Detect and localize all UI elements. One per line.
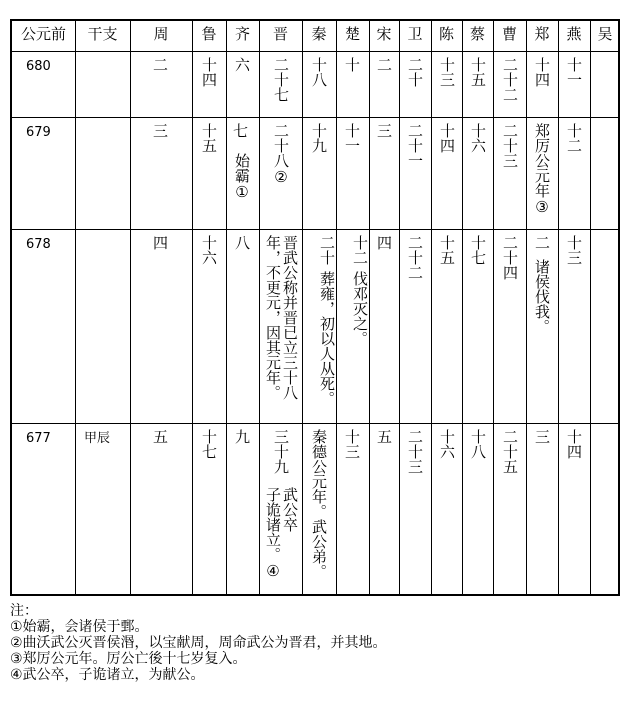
cell-chu-note: 伐邓灭之。 (351, 271, 369, 346)
cell-yan: 十二 (565, 123, 583, 153)
header-jin: 晋 (272, 25, 288, 43)
cell-zhou: 二 (151, 57, 169, 72)
cell-cai: 十七 (469, 235, 487, 265)
cell-qin-note: 秦德公元年。武公弟。 (310, 429, 328, 579)
header-cao: 曹 (501, 25, 517, 43)
cell-cai: 十八 (469, 429, 487, 459)
cell-chen: 十五 (438, 235, 456, 265)
header-qi: 齐 (234, 25, 250, 43)
cell-qi: 九 (233, 429, 251, 444)
chronology-table (10, 19, 620, 596)
cell-song: 二 (375, 57, 393, 72)
cell-lu: 十五 (200, 123, 218, 153)
header-wei: 卫 (407, 25, 423, 43)
cell-cao: 二十二 (501, 57, 519, 102)
cell-cao: 二十三 (501, 123, 519, 168)
year-cell: 678 (26, 237, 51, 252)
cell-qi (232, 123, 248, 138)
cell-cao: 二十四 (501, 235, 519, 280)
cell-lu: 十七 (200, 429, 218, 459)
cell-jin-col1: 武公卒 (281, 487, 299, 532)
cell-qin: 十九 (310, 123, 328, 153)
header-qin: 秦 (311, 25, 327, 43)
cell-lu: 十六 (200, 235, 218, 265)
year-cell: 677 (26, 431, 51, 446)
notes-heading: 注： (10, 603, 38, 619)
header-song: 宋 (376, 25, 392, 43)
cell-chu: 十一 (343, 123, 361, 153)
cell-wei: 二十二 (406, 235, 424, 280)
cell-wei: 二十 (406, 57, 424, 87)
cell-zhou: 四 (151, 235, 169, 250)
header-year: 公元前 (20, 25, 66, 43)
cell-yan: 十一 (565, 57, 583, 87)
cell-wei: 二十一 (406, 123, 424, 168)
cell-song: 五 (375, 429, 393, 444)
cell-zheng-year: 二 (533, 235, 551, 250)
cell-cai: 十六 (469, 123, 487, 153)
cell-chu-year: 十二 (351, 235, 369, 265)
cell-chen: 十六 (438, 429, 456, 459)
cell-zheng: 十四 (533, 57, 551, 87)
cell-jin: 二十七 (272, 57, 290, 102)
footnotes (10, 603, 387, 683)
cell-qi: 八 (233, 235, 251, 250)
cell-qin: 十八 (310, 57, 328, 87)
cell-qi: 六 (233, 57, 251, 72)
cell-jin-year: 三十九 (272, 429, 290, 474)
header-wu: 吴 (597, 25, 613, 43)
year-cell: 680 (26, 59, 51, 74)
year-cell: 679 (26, 125, 51, 140)
cell-yan: 十四 (565, 429, 583, 459)
cell-zheng: 郑厉公元年③ (533, 123, 551, 216)
cell-chen: 十三 (438, 57, 456, 87)
cell-song: 四 (375, 235, 393, 250)
cell-zheng-note: 诸侯伐我。 (533, 259, 551, 334)
cell-qin-note: 葬雍，初以人从死。 (318, 271, 336, 406)
header-zheng: 郑 (534, 25, 550, 43)
header-chu: 楚 (344, 25, 360, 43)
header-cai: 蔡 (469, 25, 485, 43)
footnote-1: ①始霸，会诸侯于鄄。 (10, 619, 149, 635)
footnote-2: ②曲沃武公灭晋侯湣，以宝献周，周命武公为晋君，并其地。 (10, 635, 387, 651)
cell-song: 三 (375, 123, 393, 138)
cell-jin-col1: 晋武公称并晋已立三十八 (281, 235, 299, 400)
cell-cao: 二十五 (501, 429, 519, 474)
header-chen: 陈 (438, 25, 454, 43)
cell-zhou: 三 (151, 123, 169, 138)
cell-qin-year: 二十 (318, 235, 336, 265)
cell-jin: 二十八② (272, 123, 290, 186)
cell-zhou: 五 (151, 429, 169, 444)
qi-value: 七 (231, 123, 249, 138)
footnote-3: ③郑厉公元年。厉公亡後十七岁复入。 (10, 651, 247, 667)
cell-chu: 十三 (343, 429, 361, 459)
ganzhi-cell: 甲辰 (84, 431, 111, 446)
cell-jin-col2: 年，不更元，因其元年。 (264, 235, 282, 400)
header-yan: 燕 (566, 25, 582, 43)
cell-lu: 十四 (200, 57, 218, 87)
cell-yan: 十三 (565, 235, 583, 265)
cell-zheng: 三 (533, 429, 551, 444)
header-ganzhi: 干支 (87, 25, 118, 43)
footnote-4: ④武公卒，子诡诸立，为献公。 (10, 667, 205, 683)
cell-wei: 二十三 (406, 429, 424, 474)
cell-qi-note: 始霸① (233, 153, 251, 201)
cell-cai: 十五 (469, 57, 487, 87)
cell-jin-col2: 子诡诸立。④ (264, 487, 282, 580)
header-zhou: 周 (153, 25, 169, 43)
header-lu: 鲁 (201, 25, 217, 43)
cell-chu: 十 (343, 57, 361, 72)
cell-chen: 十四 (438, 123, 456, 153)
